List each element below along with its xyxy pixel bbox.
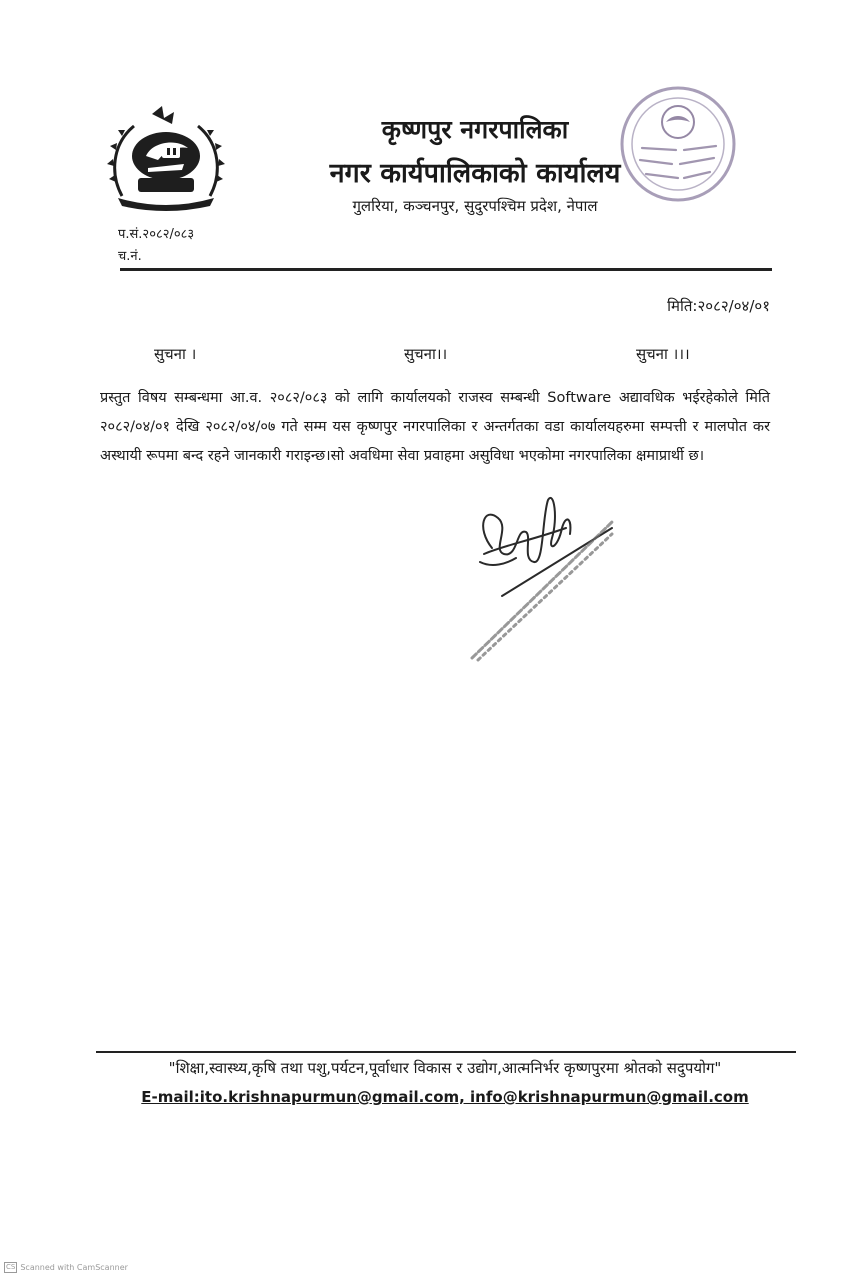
scanner-watermark <box>4 1262 128 1273</box>
notice-heading-3: सुचना ।।। <box>636 345 690 363</box>
office-name: नगर कार्यपालिकाको कार्यालय <box>329 158 621 189</box>
notice-heading-2: सुचना।। <box>404 345 448 363</box>
footer-email: E-mail:ito.krishnapurmun@gmail.com, info@krishnapurmun@gmail.com <box>141 1088 749 1106</box>
footer-divider <box>96 1051 796 1053</box>
nepal-emblem-icon <box>104 104 228 216</box>
office-address: गुलरिया, कञ्चनपुर, सुदुरपश्चिम प्रदेश, नेपाल <box>352 197 598 215</box>
camscanner-logo-icon: CS <box>6 1263 16 1271</box>
dispatch-number: च.नं. <box>118 249 142 264</box>
signature-icon <box>462 488 620 668</box>
notice-body: प्रस्तुत विषय सम्बन्धमा आ.व. २०८२/०८३ को लागि कार्यालयको राजस्व सम्बन्धी Software अद्यावधिक भईरहेकोले मिति २०८२/०४/०१ देखि २०८२/०४/०७ गते सम्म यस कृष्णपुर नगरपालिका र अन्तर्गतका वडा कार्यालयहरुमा सम्पत्ती र मालपोत कर अस्थायी रूपमा बन्द रहने जानकारी गराइन्छ।सो अवधिमा सेवा प्रवाहमा असुविधा भएकोमा नगरपालिका क्षमाप्रार्थी छ। <box>100 390 770 464</box>
scanner-watermark-text: Scanned with CamScanner <box>20 1263 128 1272</box>
letterhead-divider <box>120 268 772 271</box>
reference-number: प.सं.२०८२/०८३ <box>118 227 195 242</box>
footer-motto: "शिक्षा,स्वास्थ्य,कृषि तथा पशु,पर्यटन,पूर्वाधार विकास र उद्योग,आत्मनिर्भर कृष्णपुरमा श्रोतको सदुपयोग" <box>168 1059 722 1077</box>
municipality-name: कृष्णपुर नगरपालिका <box>381 115 569 144</box>
notice-heading-1: सुचना । <box>154 345 197 363</box>
letter-date: मिति:२०८२/०४/०१ <box>667 297 770 315</box>
